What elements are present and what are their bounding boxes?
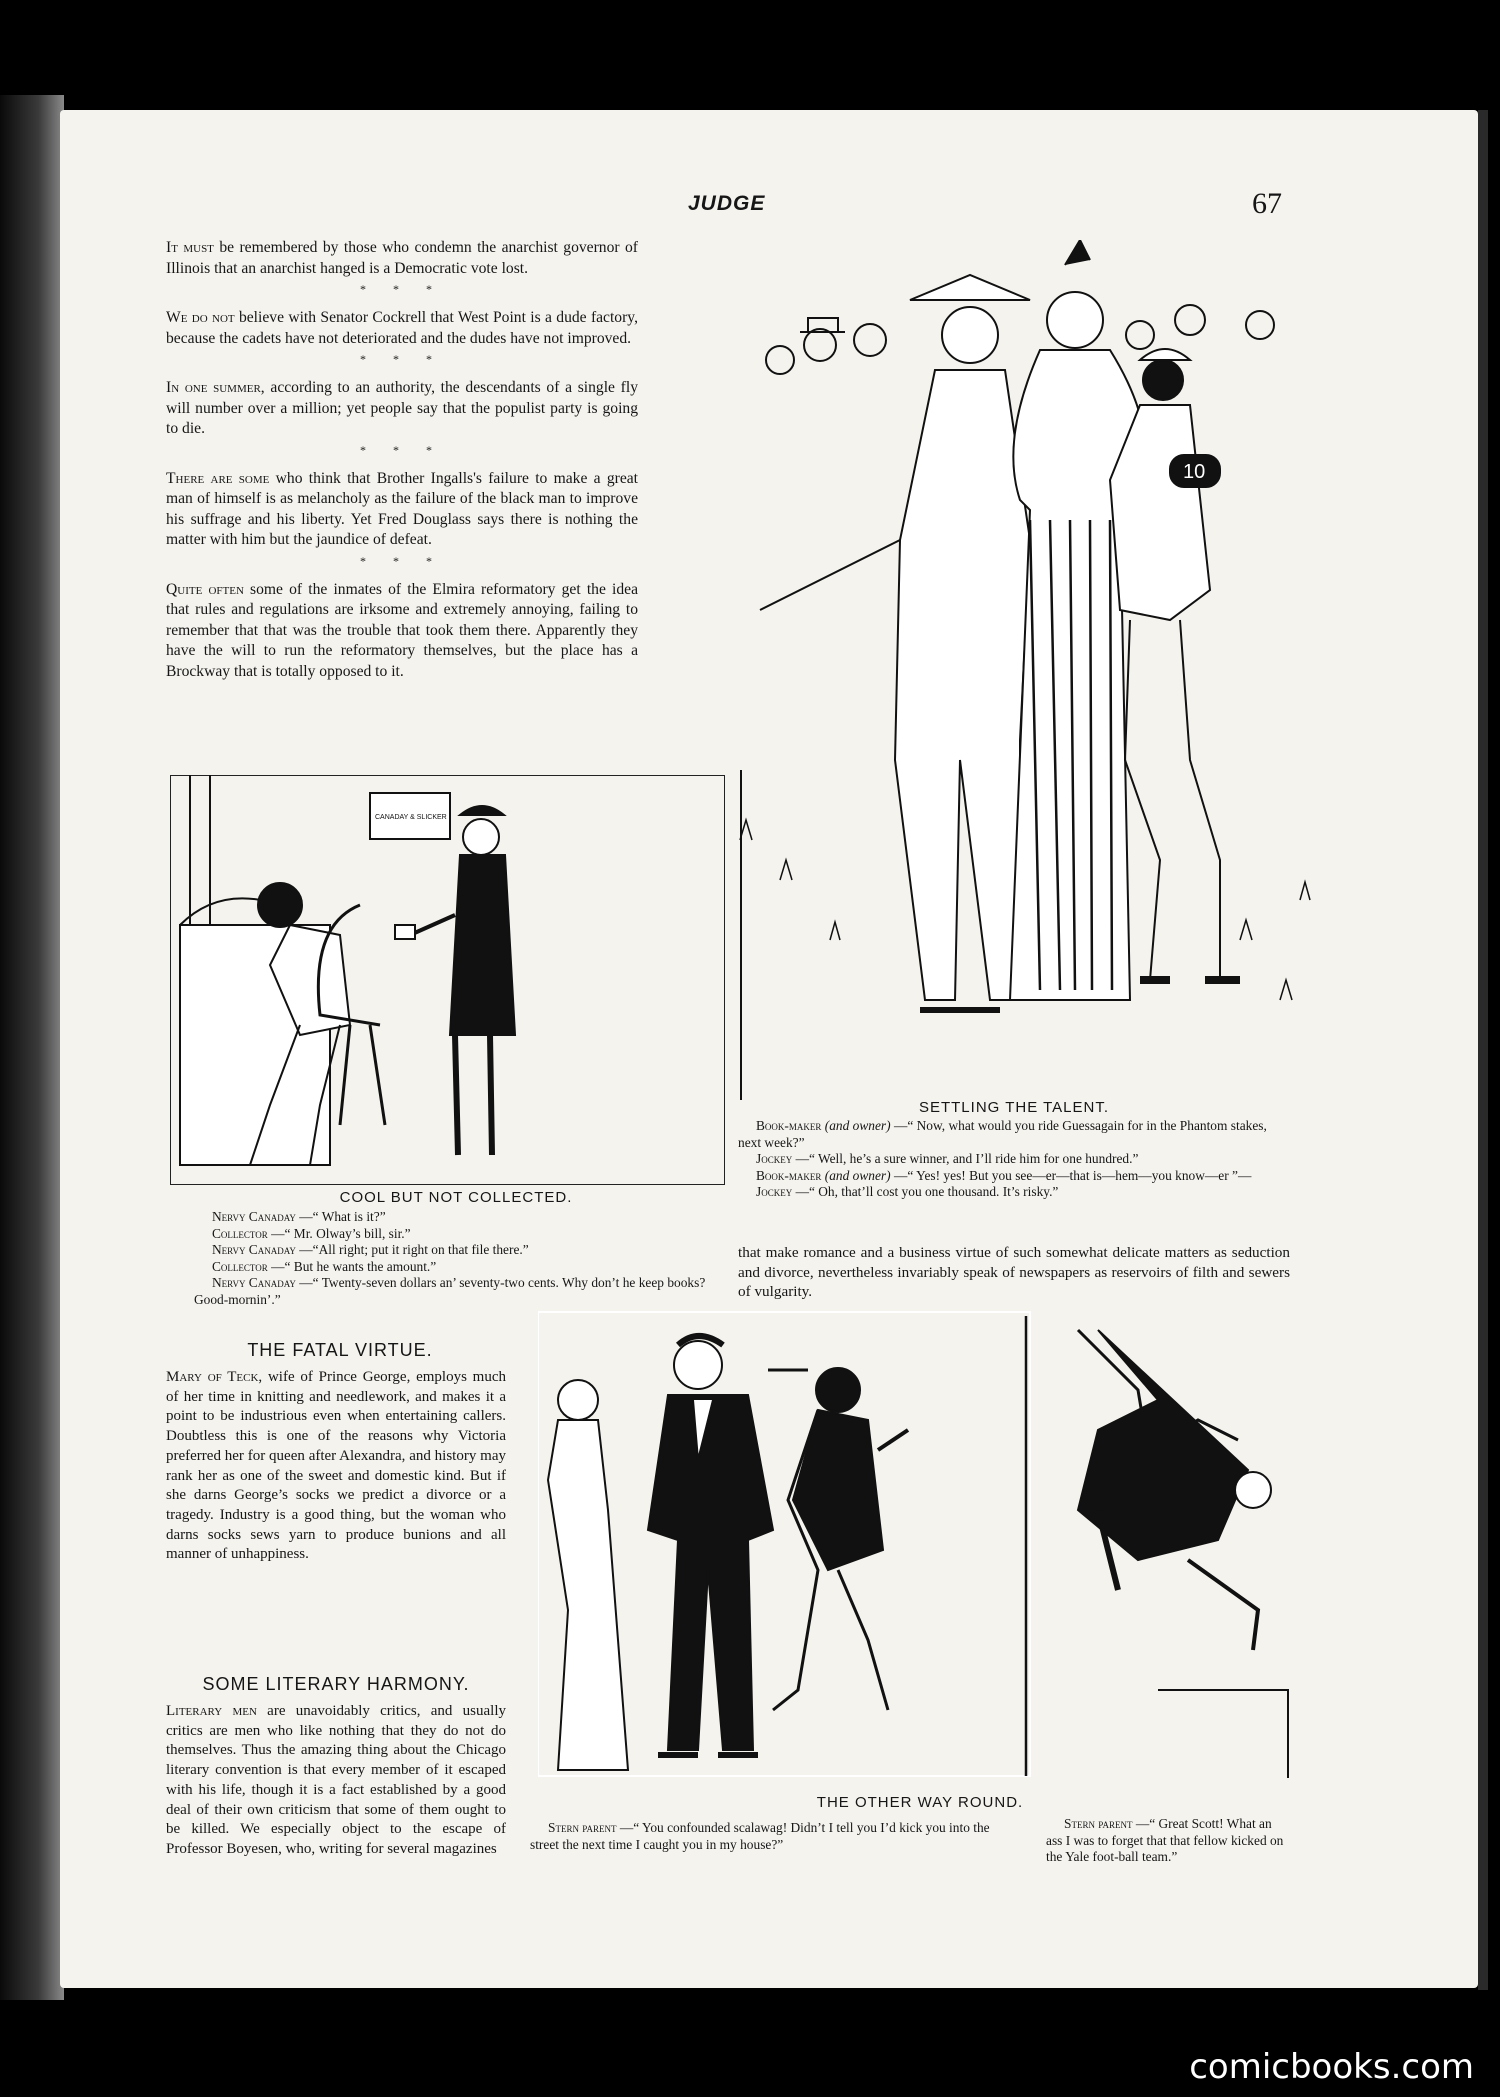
paragraph-west-point: We do not believe with Senator Cockrell that West Point is a dude factory, because the cadets have not deteriorated and the dudes have not improved. <box>166 309 638 347</box>
separator: * * * <box>360 352 444 366</box>
settling-the-talent-dialogue <box>738 1118 1290 1201</box>
paragraph-fly: In one summer, according to an authority, the descendants of a single fly will number over a million; yet people say that the populist party is going to die. <box>166 379 638 437</box>
other-way-round-caption-right: Stern parent —“ Great Scott! What an ass I was to forget that that fellow kicked on the Yale foot-ball team.” <box>1046 1816 1284 1864</box>
paragraph-anarchist: It must be remembered by those who condemn the anarchist governor of Illinois that an anarchist hanged is a Democratic vote lost. <box>166 239 638 277</box>
literary-harmony-heading: SOME LITERARY HARMONY. <box>202 1674 470 1694</box>
jockey-number: 10 <box>1183 461 1206 483</box>
other-way-round-title: THE OTHER WAY ROUND. <box>816 1794 1024 1811</box>
page-number: 67 <box>1252 187 1282 220</box>
separator: * * * <box>360 282 444 296</box>
settling-the-talent-title: SETTLING THE TALENT. <box>918 1099 1110 1116</box>
other-way-round-caption-left: Stern parent —“ You confounded scalawag! Didn’t I tell you I’d kick you into the street the next time I caught you in my house?” <box>530 1820 990 1852</box>
cool-but-not-collected-illustration <box>170 775 725 1185</box>
dialogue-line: Book-maker (and owner) —“ Yes! yes! But you see—er—that is—hem—you know—er ”— <box>756 1167 1252 1183</box>
column-rule <box>740 770 742 1100</box>
separator: * * * <box>360 553 444 568</box>
fatal-virtue-text: Mary of Teck, wife of Prince George, employs much of her time in knitting and needlework, and makes it a point to be industrious even when entertaining callers. Doubtless this is one of the reasons why Victoria preferred her for queen after Alexandra, and history may rank her as one of the sweet and domestic kind. But if she darns George’s socks we predict a divorce or a tragedy. Industry is a good thing, but the woman who darns socks sews yarn to produce bunions and all manner of unhappiness. <box>166 1369 506 1563</box>
dialogue-line: Book-maker (and owner) —“ Now, what would you ride Guessagain for in the Phantom stakes, next week?” <box>738 1118 1267 1150</box>
office-sign: CANADAY & SLICKER <box>375 814 447 821</box>
dialogue-line: Collector —“ But he wants the amount.” <box>212 1258 437 1274</box>
separator: * * * <box>360 442 444 457</box>
dialogue-line: Nervy Canaday —“ Twenty-seven dollars an’ seventy-two cents. Why don’t he keep books? Good-mornin’.” <box>194 1275 706 1307</box>
dialogue-line: Jockey —“ Oh, that’ll cost you one thousand. It’s risky.” <box>756 1184 1059 1199</box>
cool-but-not-collected-title: COOL BUT NOT COLLECTED. <box>339 1189 573 1206</box>
page-edge <box>1478 110 1488 1990</box>
continuation-text: that make romance and a business virtue of such somewhat delicate matters as seduction and divorce, nevertheless invariably speak of newspapers as reservoirs of filth and sewers of vulgarity. <box>738 1244 1290 1300</box>
settling-the-talent-illustration <box>720 240 1350 1040</box>
masthead: JUDGE <box>688 192 766 215</box>
editorial-paragraphs <box>166 238 638 682</box>
dialogue-line: Jockey —“ Well, he’s a sure winner, and I’ll ride him for one hundred.” <box>756 1151 1139 1166</box>
watermark: comicbooks.com <box>1189 2047 1474 2087</box>
paragraph-ingalls: There are some who think that Brother Ingalls's failure to make a great man of himself is as melancholy as the failure of the black man to improve his suffrage and his liberty. Yet Fred Douglass says there is nothing the matter with him but the jaundice of defeat. <box>166 469 639 548</box>
dialogue-line: Collector —“ Mr. Olway’s bill, sir.” <box>212 1225 411 1241</box>
dialogue-line: Nervy Canaday —“ What is it?” <box>212 1209 386 1224</box>
other-way-round-illustration <box>538 1310 1328 1778</box>
literary-harmony-text: Literary men are unavoidably critics, and usually critics are men who like nothing that they do not do themselves. Thus the amazing thing about the Chicago literary convention is that every member of it escaped with his life, though it is a fact established by a good deal of their own criticism that some of them ought to be killed. We especially object to the escape of Professor Boyesen, who, writing for several magazines <box>166 1703 506 1857</box>
cool-but-not-collected-dialogue <box>194 1209 716 1308</box>
dialogue-line: Nervy Canaday —“All right; put it right on that file there.” <box>212 1242 529 1257</box>
book-spine <box>0 95 64 2000</box>
fatal-virtue-heading: THE FATAL VIRTUE. <box>247 1340 433 1360</box>
paragraph-elmira: Quite often some of the inmates of the Elmira reformatory get the idea that rules and regulations are irksome and extremely annoying, failing to remember that that was the trouble that took them there. Apparently they have the will to run the reformatory themselves, but the place has a Brockway that is totally opposed to it. <box>166 580 638 680</box>
